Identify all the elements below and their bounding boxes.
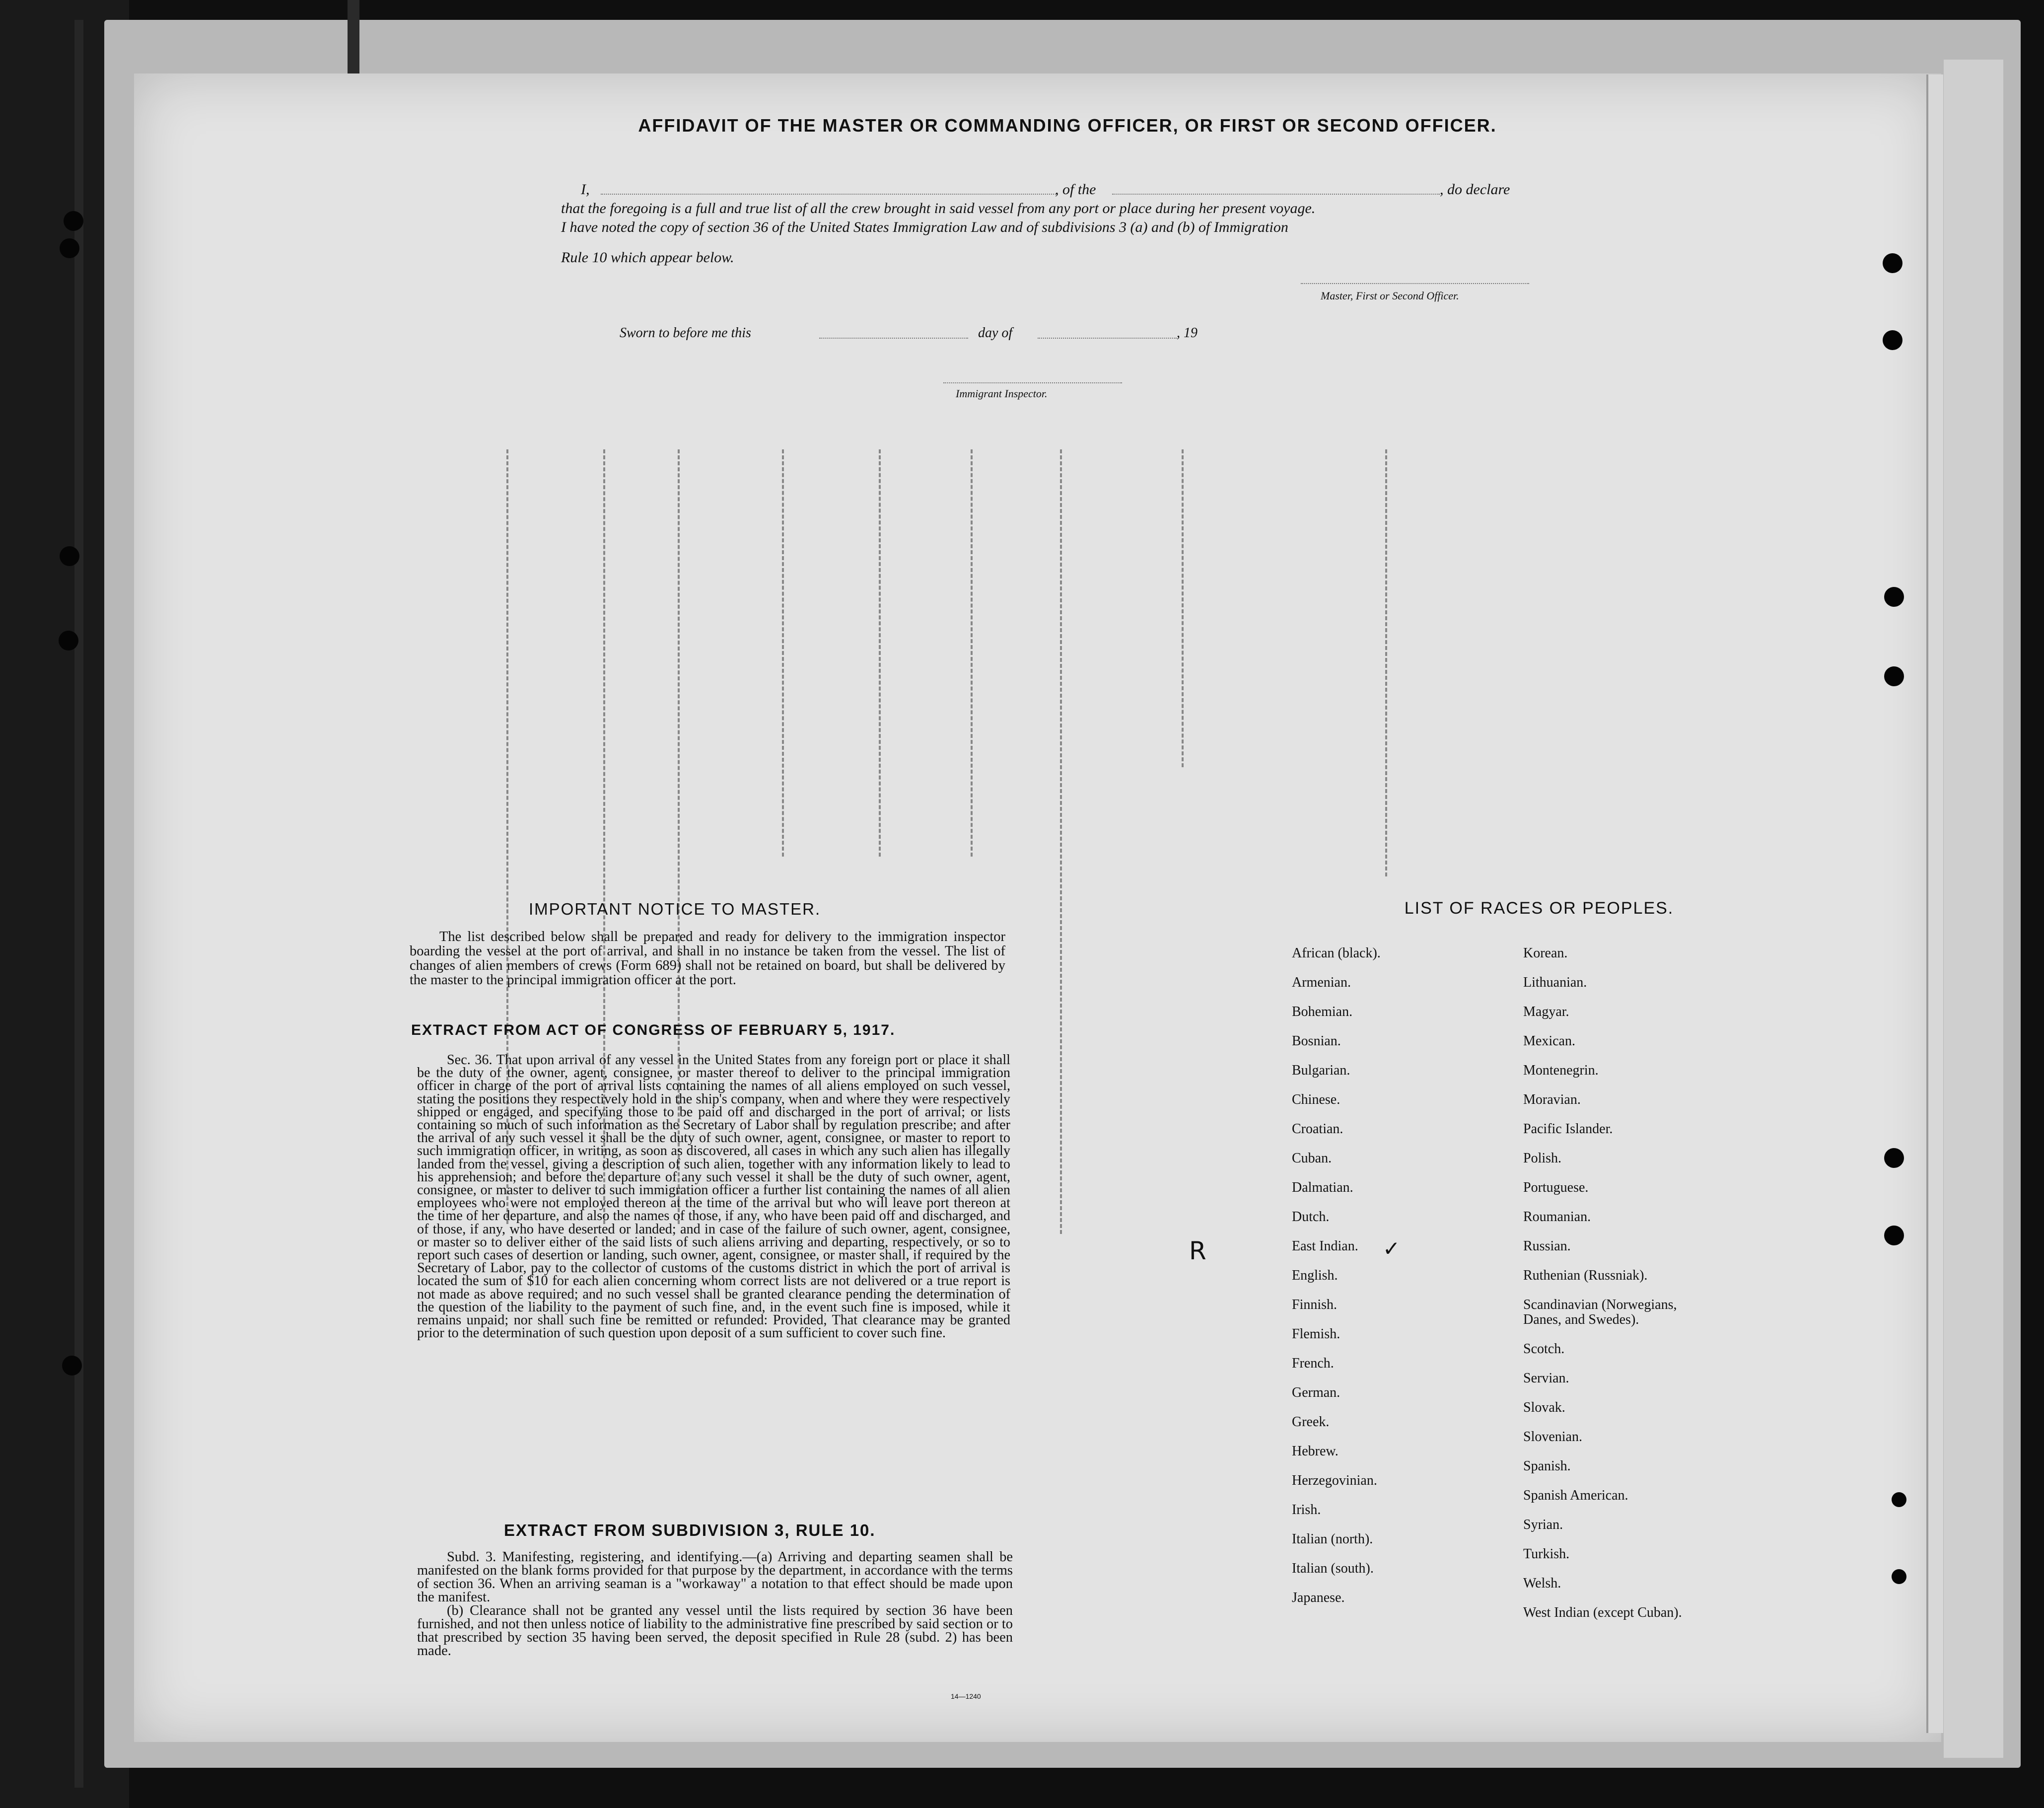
ribbon: [348, 0, 359, 74]
section-36-paragraph: Sec. 36. That upon arrival of any vessel in the United States from any foreign port or place it shall be the duty of the owner, agent, consignee, or master thereof to deliver to the principal immigration officer in charge of the port of arrival lists containing the names of all aliens employed on such vessel, stating the positions they respectively hold in the ship's company, when and where they were respectively shipped or engaged, and specifying those to be paid off and discharged in the port of arrival; or lists containing so much of such information as the Secretary of Labor shall by regulation prescribe; and after the arrival of any such vessel it shall be the duty of such owner, agent, consignee, or master to report to such immigration officer, in writing, as soon as discovered, all cases in which any such alien has illegally landed from the vessel, giving a description of such alien, together with any information likely to lead to his apprehension; and before the departure of any such vessel it shall be the duty of such owner, agent, consignee, or master to deliver to such immigration officer a further list containing the names of all alien employees who were not employed thereon at the time of the arrival but who will leave port thereon at the time of her departure, and also the names of those, if any, who have been paid off and discharged, and of those, if any, who have deserted or landed; and in case of the failure of such owner, agent, consignee, or master so to deliver either of the said lists of such aliens arriving and departing, respectively, or so to report such cases of desertion or landing, such owner, agent, consignee, or master shall, if required by the Secretary of Labor, pay to the collector of customs of the customs district in which the port of arrival is located the sum of $10 for each alien concerning whom correct lists are not delivered or a true report is not made as above required; and no such vessel shall be granted clearance pending the determination of the question of the liability to the payment of such fine, and, in the event such fine is imposed, while it remains unpaid; nor shall such fine be remitted or refunded: Provided, That clearance may be granted prior to the determination of such question upon deposit of a sum sufficient to cover such fine.: [417, 1052, 1010, 1341]
race-item: Montenegrin.: [1523, 1063, 1599, 1078]
race-item: Portuguese.: [1523, 1180, 1589, 1195]
punch-hole: [59, 631, 78, 651]
race-item: Roumanian.: [1523, 1209, 1591, 1225]
affidavit-i: I,: [581, 181, 590, 198]
ruled-column: [879, 449, 881, 857]
race-item: Croatian.: [1292, 1121, 1343, 1137]
race-item: Bulgarian.: [1292, 1063, 1350, 1078]
affidavit-line-2: that the foregoing is a full and true list of all the crew brought in said vessel from any port or place during her present voyage.: [561, 200, 1316, 217]
punch-hole: [62, 1356, 82, 1375]
page-fold: [1926, 74, 1943, 1733]
notice-paragraph: The list described below shall be prepared and ready for delivery to the immigration inspector boarding the vessel at the port of arrival, and shall in no instance be taken from the vessel. The list of changes of alien members of crews (Form 689) shall not be retained on board, but shall be delivered by the master to the principal immigration officer at the port.: [410, 929, 1005, 988]
affidavit-line-4: Rule 10 which appear below.: [561, 249, 734, 266]
race-item: Magyar.: [1523, 1004, 1569, 1019]
punch-hole: [1884, 666, 1904, 686]
race-item: West Indian (except Cuban).: [1523, 1605, 1682, 1620]
race-item: Scotch.: [1523, 1341, 1565, 1357]
race-item: Moravian.: [1523, 1092, 1581, 1107]
race-item: Russian.: [1523, 1238, 1571, 1254]
page-edge: [1944, 60, 2003, 1758]
race-item: Italian (south).: [1292, 1561, 1374, 1576]
sworn-day-blank: [819, 338, 968, 339]
race-item: English.: [1292, 1268, 1338, 1283]
race-item: Chinese.: [1292, 1092, 1340, 1107]
race-item: East Indian.: [1292, 1238, 1358, 1254]
sworn-day-of: day of: [978, 325, 1013, 341]
punch-hole: [1892, 1569, 1906, 1584]
ruled-column: [1060, 449, 1062, 1234]
race-item: Cuban.: [1292, 1151, 1332, 1166]
sworn-text: Sworn to before me this: [620, 325, 751, 341]
handwritten-mark: R: [1189, 1236, 1206, 1265]
race-item: Korean.: [1523, 945, 1568, 961]
race-item: Hebrew.: [1292, 1444, 1339, 1459]
affidavit-name-blank: [601, 194, 1057, 195]
affidavit-vessel-blank: [1112, 194, 1440, 195]
races-title: LIST OF RACES OR PEOPLES.: [1404, 899, 1674, 918]
race-item: Pacific Islander.: [1523, 1121, 1613, 1137]
ruled-column: [782, 449, 784, 857]
race-item: Welsh.: [1523, 1576, 1561, 1591]
punch-hole: [1884, 1148, 1904, 1168]
race-item: Servian.: [1523, 1371, 1569, 1386]
ruled-column: [1182, 449, 1184, 767]
binder-strip: [74, 20, 83, 1788]
notice-title: IMPORTANT NOTICE TO MASTER.: [529, 900, 821, 918]
race-item: Italian (north).: [1292, 1531, 1373, 1547]
race-item: Turkish.: [1523, 1546, 1570, 1562]
punch-hole: [60, 238, 79, 258]
race-item: Japanese.: [1292, 1590, 1345, 1605]
sworn-year: , 19: [1177, 325, 1198, 341]
inspector-signature-line: [943, 382, 1122, 383]
punch-hole: [1883, 253, 1903, 273]
extract-act-body: [417, 1054, 1010, 1340]
race-item: Slovenian.: [1523, 1429, 1582, 1445]
race-item: Spanish American.: [1523, 1488, 1628, 1503]
check-mark: ✓: [1383, 1236, 1401, 1261]
extract-rule-body: [417, 1550, 1013, 1658]
race-item: Mexican.: [1523, 1033, 1575, 1049]
race-item: Ruthenian (Russniak).: [1523, 1268, 1648, 1283]
master-signature-line: [1301, 283, 1529, 284]
affidavit-line-3: I have noted the copy of section 36 of the United States Immigration Law and of subdivisions 3 (a) and (b) of Immigration: [561, 219, 1288, 235]
race-item: Scandinavian (Norwegians, Danes, and Swedes).: [1523, 1297, 1677, 1327]
form-number: 14—1240: [951, 1692, 981, 1700]
extract-rule-title: EXTRACT FROM SUBDIVISION 3, RULE 10.: [504, 1521, 876, 1539]
race-item: French.: [1292, 1356, 1334, 1371]
races-left-column: [1292, 946, 1510, 1620]
notice-body: [410, 930, 1005, 987]
master-signature-caption: Master, First or Second Officer.: [1321, 289, 1459, 302]
race-item: German.: [1292, 1385, 1340, 1400]
punch-hole: [64, 211, 83, 231]
race-item: Polish.: [1523, 1151, 1562, 1166]
extract-act-title: EXTRACT FROM ACT OF CONGRESS OF FEBRUARY 5, 1917.: [411, 1022, 896, 1038]
punch-hole: [60, 546, 79, 566]
race-item: Greek.: [1292, 1414, 1330, 1430]
punch-hole: [1892, 1492, 1906, 1507]
sworn-month-blank: [1038, 338, 1177, 339]
race-item: Armenian.: [1292, 975, 1351, 990]
punch-hole: [1884, 587, 1904, 607]
ruled-column: [1385, 449, 1387, 876]
race-item: Slovak.: [1523, 1400, 1565, 1415]
affidavit-do-declare: , do declare: [1440, 181, 1510, 198]
race-item: Bohemian.: [1292, 1004, 1353, 1019]
race-item: Finnish.: [1292, 1297, 1338, 1312]
race-item: Lithuanian.: [1523, 975, 1587, 990]
race-item: Herzegovinian.: [1292, 1473, 1377, 1488]
affidavit-of-the: , of the: [1055, 181, 1096, 198]
race-item: Irish.: [1292, 1502, 1321, 1518]
race-item: Dalmatian.: [1292, 1180, 1353, 1195]
subdivision-a-paragraph: Subd. 3. Manifesting, registering, and identifying.—(a) Arriving and departing seamen shall be manifested on the blank forms provided for that purpose by the department, in accordance with the terms of section 36. When an arriving seaman is a "workaway" a notation to that effect should be made upon the manifest.: [417, 1549, 1013, 1605]
race-item: Dutch.: [1292, 1209, 1330, 1225]
punch-hole: [1884, 1226, 1904, 1245]
race-item: Spanish.: [1523, 1458, 1571, 1474]
affidavit-title: AFFIDAVIT OF THE MASTER OR COMMANDING OFFICER, OR FIRST OR SECOND OFFICER.: [638, 115, 1497, 136]
race-item: Flemish.: [1292, 1326, 1340, 1342]
inspector-caption: Immigrant Inspector.: [956, 387, 1048, 400]
races-right-column: [1523, 946, 1752, 1635]
race-item: African (black).: [1292, 945, 1381, 961]
ruled-column: [971, 449, 973, 857]
race-item: Syrian.: [1523, 1517, 1563, 1532]
race-item: Bosnian.: [1292, 1033, 1341, 1049]
punch-hole: [1883, 330, 1903, 350]
subdivision-b-paragraph: (b) Clearance shall not be granted any vessel until the lists required by section 36 have been furnished, and not then unless notice of liability to the administrative fine prescribed by said section or to that prescribed by section 35 having been served, the deposit specified in Rule 28 (subd. 2) has been made.: [417, 1603, 1013, 1659]
